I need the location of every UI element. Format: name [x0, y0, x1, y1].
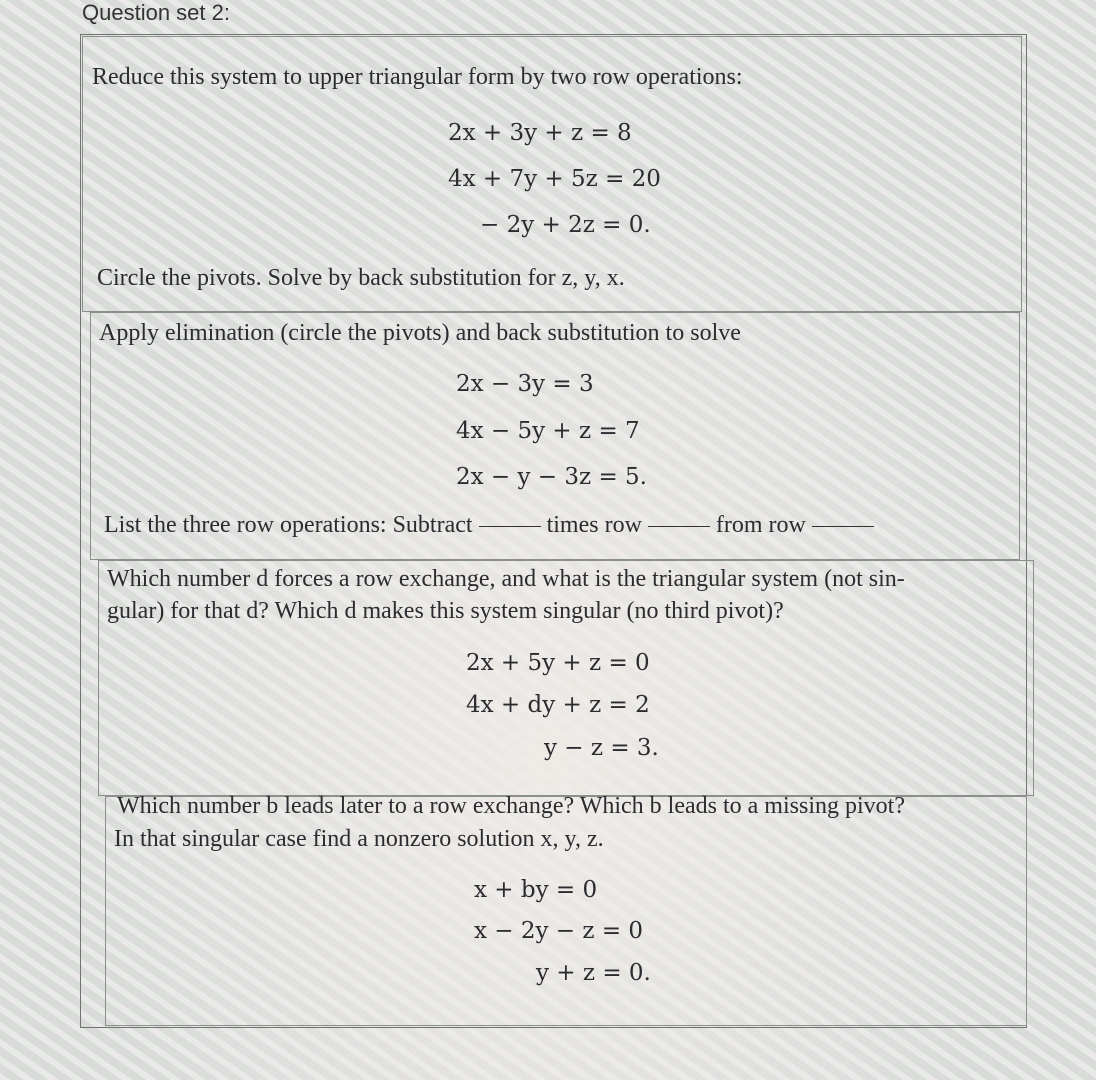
- problem-2-equation-2: 4x − 5y + z = 7: [456, 418, 640, 444]
- problem-1-prompt: Reduce this system to upper triangular form by two row operations:: [92, 64, 743, 90]
- target-row-blank[interactable]: [812, 525, 874, 527]
- problem-1-equation-2: 4x + 7y + 5z = 20: [448, 166, 661, 192]
- problem-4-equation-3: y + z = 0.: [536, 960, 651, 986]
- row-operations-line: [104, 512, 880, 539]
- problem-3-equation-2: 4x + dy + z = 2: [466, 692, 650, 718]
- problem-3-prompt-line-2: gular) for that d? Which d makes this system singular (no third pivot)?: [107, 598, 784, 624]
- problem-3-equation-1: 2x + 5y + z = 0: [466, 650, 650, 676]
- problem-4-equation-2: x − 2y − z = 0: [474, 918, 644, 944]
- problem-2-equation-3: 2x − y − 3z = 5.: [456, 464, 647, 490]
- times-row-label: times row: [546, 512, 642, 538]
- multiplier-blank[interactable]: [479, 525, 541, 527]
- problem-3-equation-3: y − z = 3.: [544, 735, 659, 761]
- problem-4-prompt-line-1: Which number b leads later to a row exchange? Which b leads to a missing pivot?: [117, 793, 905, 819]
- problem-1-equation-1: 2x + 3y + z = 8: [448, 120, 632, 146]
- question-set-title: Question set 2:: [82, 0, 230, 25]
- problem-1-instruction: Circle the pivots. Solve by back substitution for z, y, x.: [97, 265, 625, 291]
- problem-4-prompt-line-2: In that singular case find a nonzero solution x, y, z.: [114, 826, 604, 852]
- from-row-label: from row: [715, 512, 806, 538]
- source-row-blank[interactable]: [648, 525, 710, 527]
- problem-2-prompt: Apply elimination (circle the pivots) and back substitution to solve: [99, 320, 741, 346]
- row-operations-label: List the three row operations: Subtract: [104, 512, 473, 538]
- problem-3-prompt-line-1: Which number d forces a row exchange, and what is the triangular system (not sin-: [107, 566, 905, 592]
- problem-2-equation-1: 2x − 3y = 3: [456, 371, 594, 397]
- problem-4-equation-1: x + by = 0: [474, 877, 598, 903]
- problem-1-equation-3: − 2y + 2z = 0.: [480, 212, 651, 238]
